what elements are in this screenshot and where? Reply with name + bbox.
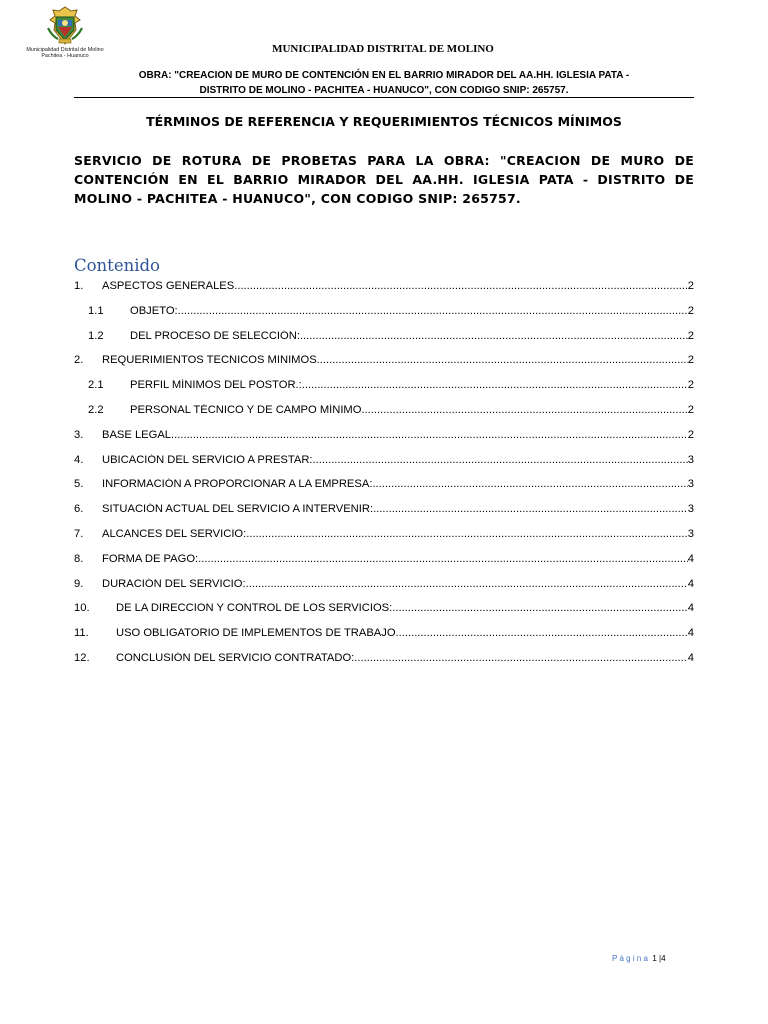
- toc-entry[interactable]: [74, 379, 694, 395]
- toc-entry-page: 3: [687, 503, 694, 516]
- toc-entry-leader: [246, 528, 688, 540]
- logo-caption: [20, 47, 110, 60]
- page-number: 1: [652, 954, 657, 963]
- toc-entry-number: 1.2: [88, 329, 104, 342]
- page-total: 4: [661, 954, 666, 963]
- toc-heading: Contenido: [74, 256, 160, 275]
- toc-entry-title: DEL PROCESO DE SELECCIÓN:: [130, 329, 300, 342]
- toc-entry-number: 9.: [74, 577, 84, 590]
- toc-entry-number: 5.: [74, 478, 84, 491]
- toc-entry-title: UBICACIÓN DEL SERVICIO A PRESTAR:: [102, 453, 313, 466]
- municipality-logo: [20, 6, 110, 64]
- logo-caption-line2: Pachitea - Huanuco: [41, 53, 89, 60]
- toc-entry-leader: [198, 553, 688, 565]
- toc-entry-title: DURACIÓN DEL SERVICIO:: [102, 577, 246, 590]
- toc-entry-leader: [396, 627, 688, 639]
- toc-entry-title: SITUACIÓN ACTUAL DEL SERVICIO A INTERVENIR:: [102, 503, 374, 516]
- toc-entry-leader: [361, 404, 687, 416]
- toc-entry-leader: [313, 454, 688, 466]
- toc-entry-page: 4: [687, 627, 694, 640]
- toc-entry-title: ASPECTOS GENERALES: [102, 280, 235, 292]
- toc-entry-page: 3: [687, 478, 694, 491]
- toc-entry-title: INFORMACIÓN A PROPORCIONAR A LA EMPRESA:: [102, 478, 373, 491]
- toc-entry-leader: [178, 305, 688, 317]
- toc-entry-number: 7.: [74, 528, 84, 540]
- toc-entry-page: 3: [687, 453, 694, 466]
- toc-entry-leader: [317, 354, 688, 366]
- toc-entry-leader: [171, 429, 688, 441]
- toc-entry[interactable]: [74, 478, 694, 494]
- page-label: Página: [612, 954, 651, 963]
- toc-entry-page: 2: [687, 304, 694, 317]
- toc-entry-number: 11.: [74, 627, 89, 640]
- toc-entry[interactable]: [74, 528, 694, 544]
- header-divider: [74, 97, 694, 98]
- municipality-name: MUNICIPALIDAD DISTRITAL DE MOLINO: [272, 43, 494, 55]
- toc-entry-title: DE LA DIRECCION Y CONTROL DE LOS SERVICIOS:: [116, 602, 393, 615]
- toc-entry-page: 2: [687, 354, 694, 367]
- toc-entry-leader: [373, 503, 688, 515]
- toc-entry-page: 4: [687, 602, 694, 615]
- toc-entry[interactable]: [74, 578, 694, 594]
- toc-entry-page: 4: [687, 552, 694, 565]
- toc-entry-number: 3.: [74, 428, 84, 441]
- toc-entry-title: FORMA DE PAGO:: [102, 552, 199, 565]
- toc-entry-page: 2: [687, 404, 694, 416]
- toc-entry[interactable]: [74, 404, 694, 420]
- toc-entry-leader: [246, 578, 688, 590]
- toc-entry-title: USO OBLIGATORIO DE IMPLEMENTOS DE TRABAJO: [116, 627, 396, 640]
- toc-entry-leader: [302, 379, 688, 391]
- coat-of-arms-icon: [44, 6, 86, 46]
- toc-entry[interactable]: [74, 354, 694, 370]
- page-separator: |: [659, 954, 662, 963]
- toc-entry-number: 1.: [74, 280, 84, 292]
- toc-entry-title: REQUERIMIENTOS TECNICOS MINIMOS: [102, 354, 317, 367]
- toc-entry-page: 2: [687, 379, 694, 392]
- toc-entry-number: 10.: [74, 602, 90, 615]
- toc-entry-page: 3: [687, 528, 694, 540]
- toc-entry-leader: [372, 478, 687, 490]
- toc-entry-page: 2: [687, 329, 694, 342]
- obra-header-line1: OBRA: "CREACION DE MURO DE CONTENCIÓN EN EL BARRIO MIRADOR DEL AA.HH. IGLESIA PATA -: [138, 70, 630, 81]
- toc-entry-title: CONCLUSIÓN DEL SERVICIO CONTRATADO:: [116, 652, 355, 664]
- toc-entry[interactable]: [74, 503, 694, 519]
- toc-entry[interactable]: [74, 553, 694, 569]
- toc-entry-number: 8.: [74, 552, 84, 565]
- toc-entry-number: 2.: [74, 354, 84, 367]
- toc-entry[interactable]: [74, 602, 694, 618]
- obra-header-line2: DISTRITO DE MOLINO - PACHITEA - HUANUCO", CON CODIGO SNIP: 265757.: [199, 84, 569, 96]
- toc-entry[interactable]: [74, 305, 694, 321]
- toc-entry-page: 2: [687, 280, 694, 292]
- toc-entry[interactable]: [74, 429, 694, 445]
- toc-entry-page: 2: [687, 428, 694, 441]
- logo-caption-line1: Municipalidad Distrital de Molino: [26, 47, 104, 53]
- toc-entry-leader: [392, 602, 688, 614]
- toc-entry-number: 6.: [74, 503, 84, 516]
- toc-entry-leader: [234, 280, 688, 292]
- toc-entry[interactable]: [74, 627, 694, 643]
- toc-entry-number: 2.2: [88, 404, 104, 416]
- toc-entry-title: ALCANCES DEL SERVICIO:: [102, 528, 247, 540]
- toc-entry[interactable]: [74, 652, 694, 668]
- toc-entry[interactable]: [74, 280, 694, 296]
- toc-entry-title: PERSONAL TÉCNICO Y DE CAMPO MÍNIMO: [130, 404, 362, 416]
- toc-entry-number: 2.1: [88, 379, 104, 392]
- toc-entry-title: PERFIL MÍNIMOS DEL POSTOR.:: [130, 379, 302, 392]
- toc-entry[interactable]: [74, 330, 694, 346]
- toc-entry-number: 1.1: [88, 304, 104, 317]
- toc-entry-number: 12.: [74, 652, 90, 664]
- toc-entry-title: OBJETO:: [130, 304, 178, 317]
- toc-entry-number: 4.: [74, 453, 84, 466]
- toc-entry-title: BASE LEGAL: [102, 428, 172, 441]
- toc-entry-leader: [300, 330, 688, 342]
- page-footer: [612, 954, 666, 963]
- document-title: TÉRMINOS DE REFERENCIA Y REQUERIMIENTOS TÉCNICOS MÍNIMOS: [146, 114, 622, 129]
- toc-entry-page: 4: [687, 652, 694, 664]
- obra-header: [74, 69, 694, 98]
- toc-entry-page: 4: [687, 577, 694, 590]
- toc-entry[interactable]: [74, 454, 694, 470]
- service-description: SERVICIO DE ROTURA DE PROBETAS PARA LA OBRA: "CREACION DE MURO DE CONTENCIÓN EN EL BARRIO MIRADOR DEL AA.HH. IGLESIA PATA - DISTRITO DE MOLINO - PACHITEA - HUANUCO", CON CODIGO SNIP: 265757.: [74, 153, 694, 206]
- toc-entry-leader: [354, 652, 687, 664]
